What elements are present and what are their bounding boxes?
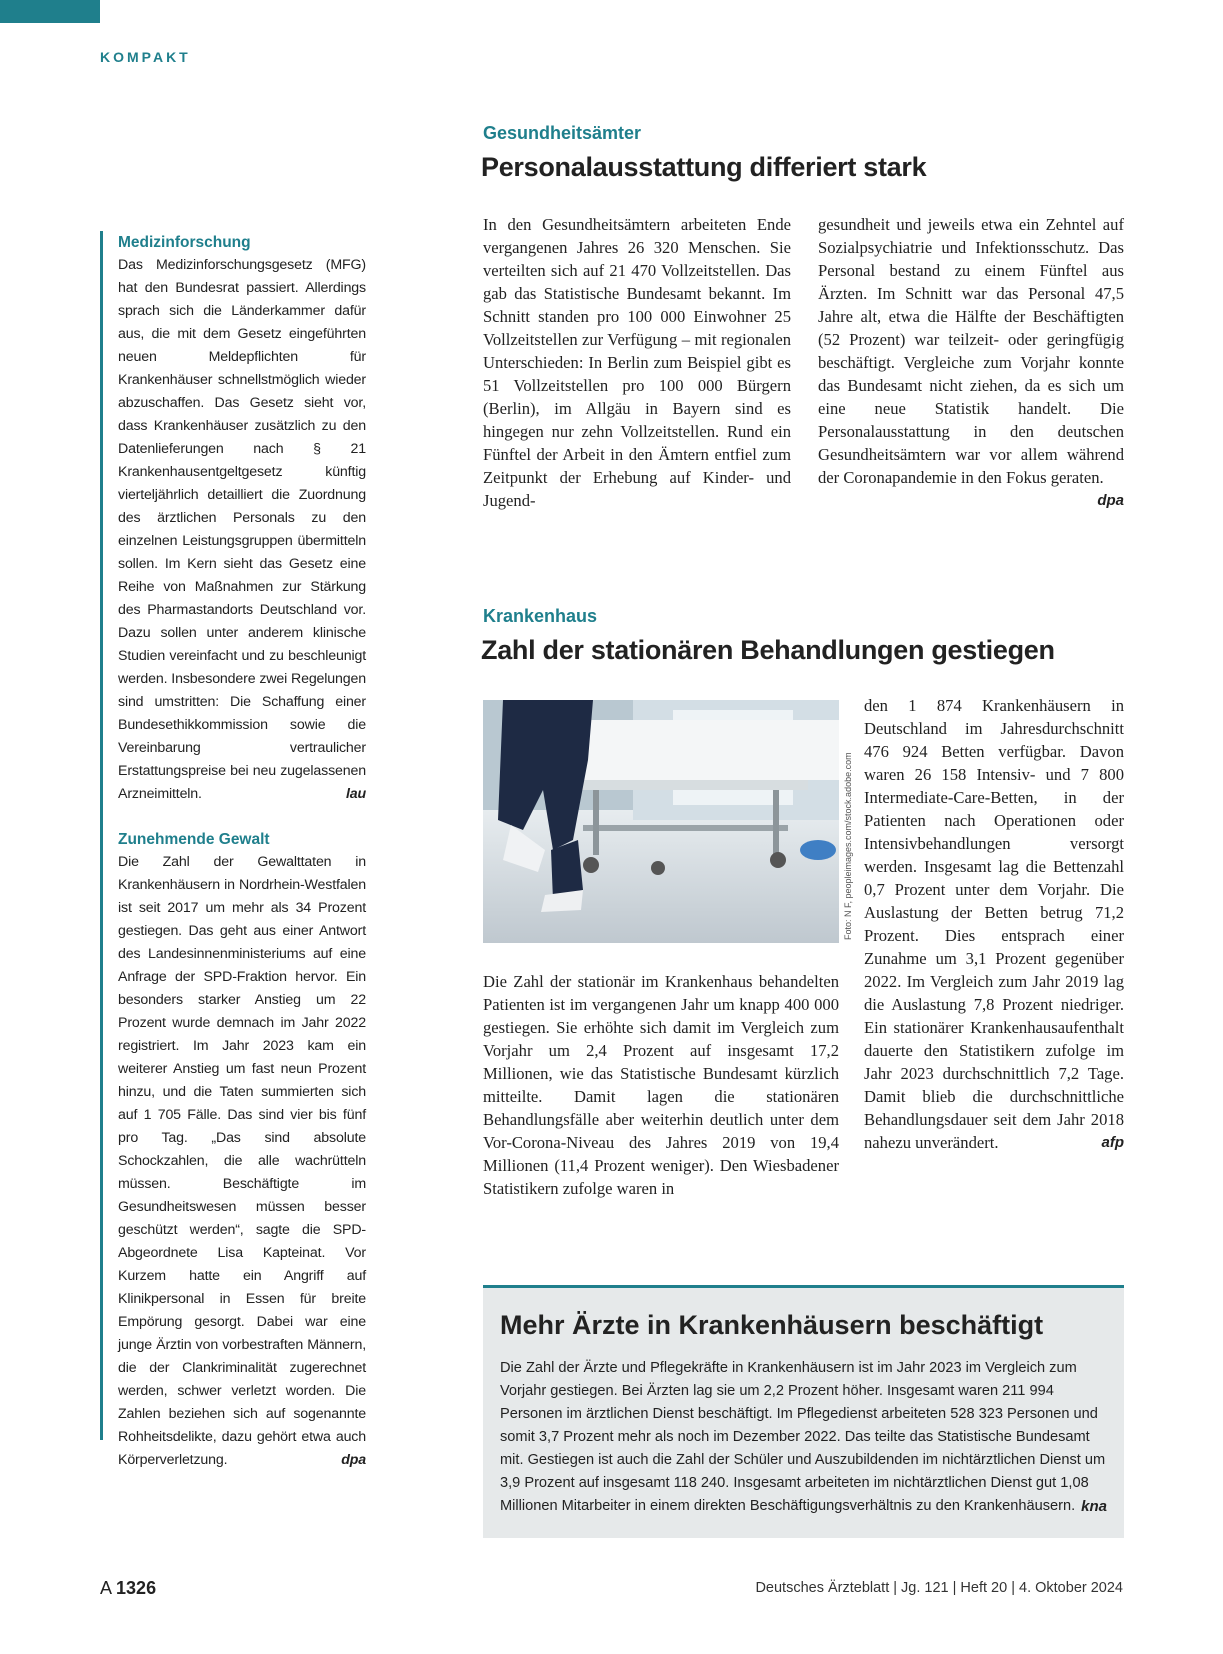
info-box-text: Die Zahl der Ärzte und Pflegekräfte in Krankenhäusern ist im Jahr 2023 im Vergleich zum Vorjahr gestiegen. Bei Ärzten lag sie um 2,2 Prozent höher. Insgesamt waren 211 994 Personen im ärztlichen Dienst beschäftigt. Im Pflegedienst arbeiteten 528 323 Personen und somit 3,7 Prozent mehr als noch im Dezember 2022. Das teilte das Statistische Bundesamt mit. Gestiegen ist auch die Zahl der Schüler und Auszubildenden im nichtärztlichen Dienst um 3,9 Prozent auf insgesamt 118 240. Insgesamt arbeiteten im nichtärztlichen Dienst gut 1,08 Millionen Mitarbeiter in einem direkten Beschäftigungsverhältnis zu den Krankenhäusern. kna xyxy=(500,1357,1107,1518)
author-signature: kna xyxy=(1081,1498,1107,1515)
top-accent-bar xyxy=(0,0,100,23)
info-box-title: Mehr Ärzte in Krankenhäusern beschäftigt xyxy=(500,1310,1044,1340)
author-signature: afp xyxy=(1101,1134,1124,1151)
author-signature: dpa xyxy=(341,1452,366,1468)
photo-illustration xyxy=(483,700,839,943)
page-number: A 1326 xyxy=(100,1578,157,1598)
sidebar-heading: Zunehmende Gewalt xyxy=(118,831,270,848)
journal-citation: Deutsches Ärzteblatt | Jg. 121 | Heft 20 | 4. Oktober 2024 xyxy=(755,1580,1123,1596)
sidebar-text: Die Zahl der Gewalttaten in Krankenhäusern in Nordrhein-Westfalen ist seit 2017 um mehr als 34 Prozent gestiegen. Das geht aus einer Antwort des Landesinnenministeriums auf eine Anfrage der SPD-Fraktion hervor. Ein besonders starker Anstieg um 22 Prozent wurde demnach im Jahr 2022 registriert. Im Jahr 2023 kam ein weiterer Anstieg um fast neun Prozent hinzu, und die Taten summierten sich auf 1 705 Fälle. Das sind vier bis fünf pro Tag. „Das sind absolute Schockzahlen, die alle wachrütteln müssen. Beschäftigte im Gesundheitswesen müssen besser geschützt werden“, sagte die SPD-Abgeordnete Lisa Kapteinat. Vor Kurzem hatte ein Angriff auf Klinikpersonal in Essen für breite Empörung gesorgt. Dabei war eine junge Ärztin von vorbestraften Männern, die der Clankriminalität zugerechnet werden, schwer verletzt worden. Die Zahlen beziehen sich auf sogenannte Rohheitsdelikte, dazu gehört etwa auch Körperverletzung. dpa xyxy=(118,851,366,1472)
article1-kicker: Gesundheitsämter xyxy=(483,123,642,143)
article2-column-2: den 1 874 Krankenhäusern in Deutschland im Jahresdurchschnitt 476 924 Betten verfügbar. Davon waren 26 158 Intensiv- und 7 800 Intermediate-Care-Betten, in der Patienten nach Operationen oder Intensivbehandlungen versorgt werden. Insgesamt lag die Bettenzahl 0,7 Prozent unter dem Vorjahr. Die Auslastung der Betten betrug 71,2 Prozent. Dies entsprach einer Zunahme um 3,1 Prozent gegenüber 2022. Im Vergleich zum Jahr 2019 lag die Auslastung 7,8 Prozent niedriger. Ein stationärer Krankenhausaufenthalt dauerte den Statistikern zufolge im Jahr 2023 durchschnittlich 7,2 Tage. Damit blieb die durchschnittliche Behandlungsdauer seit dem Jahr 2018 nahezu unverändert. afp xyxy=(864,696,1124,1152)
info-box xyxy=(483,1285,1124,1538)
author-signature: lau xyxy=(345,786,366,802)
article2-kicker: Krankenhaus xyxy=(483,606,598,626)
article2-headline: Zahl der stationären Behandlungen gestiegen xyxy=(481,635,1055,665)
hospital-corridor-photo xyxy=(483,700,839,943)
sidebar-heading: Medizinforschung xyxy=(118,234,251,251)
sidebar-item-medizinforschung xyxy=(118,231,366,806)
sidebar-text: Das Medizinforschungsgesetz (MFG) hat den Bundesrat passiert. Allerdings sprach sich die Länderkammer dafür aus, die mit dem Gesetz eingeführten neuen Meldepflichten für Krankenhäuser schnellstmöglich wieder abzuschaffen. Das Gesetz sieht vor, dass Krankenhäuser zusätzlich zu den Datenlieferungen nach § 21 Krankenhausentgeltgesetz künftig vierteljährlich detailliert die Zuordnung des ärztlichen Personals zu den einzelnen Leistungsgruppen übermitteln sollen. Im Kern sieht das Gesetz eine Reihe von Maßnahmen zur Stärkung des Pharmastandorts Deutschland vor. Dazu sollen unter anderem klinische Studien vereinfacht und zu beschleunigt werden. Insbesondere zwei Regelungen sind umstritten: Die Schaffung einer Bundesethikkommission sowie die Vereinbarung vertraulicher Erstattungspreise bei neu zugelassenen Arzneimitteln. lau xyxy=(118,254,366,806)
article1-headline: Personalausstattung differiert stark xyxy=(481,152,927,182)
sidebar-item-gewalt xyxy=(118,828,366,1472)
author-signature: dpa xyxy=(1097,492,1124,509)
section-label: KOMPAKT xyxy=(100,49,191,65)
article2-column-1: Die Zahl der stationär im Krankenhaus behandelten Patienten ist im vergangenen Jahr um knapp 400 000 gestiegen. Sie erhöhte sich damit im Vergleich zum Vorjahr um 2,4 Prozent auf insgesamt 17,2 Millionen, wie das Statistische Bundesamt kürzlich mitteilte. Damit lagen die stationären Behandlungsfälle aber weiterhin deutlich unter dem Vor-Corona-Niveau des Jahres 2019 von 19,4 Millionen (11,4 Prozent weniger). Den Wiesbadener Statistikern zufolge waren in xyxy=(483,972,839,1198)
article1-column-1: In den Gesundheitsämtern arbeiteten Ende vergangenen Jahres 26 320 Menschen. Sie verteilten sich auf 21 470 Vollzeitstellen. Das gab das Statistische Bundesamt bekannt. Im Schnitt standen pro 100 000 Einwohner 25 Vollzeitstellen zur Verfügung – mit regionalen Unterschieden: In Berlin zum Beispiel gibt es 51 Vollzeitstellen pro 100 000 Bürgern (Berlin), im Allgäu in Bayern sind es hingegen nur zehn Vollzeitstellen. Rund ein Fünftel der Arbeit in den Ämtern entfiel zum Zeitpunkt der Erhebung auf Kinder- und Jugend- xyxy=(483,215,791,510)
sidebar xyxy=(100,231,366,1468)
photo-credit: Foto: N F, peopleimages.com/stock.adobe.com xyxy=(843,752,853,940)
article1-column-2: gesundheit und jeweils etwa ein Zehntel auf Sozialpsychiatrie und Infektionsschutz. Das Personal bestand zu einem Fünftel aus Ärzten. Im Schnitt war das Personal 47,5 Jahre alt, etwa die Hälfte der Beschäftigten (52 Prozent) war teilzeit- oder geringfügig beschäftigt. Vergleiche zum Vorjahr konnte das Bundesamt nicht ziehen, da es sich um eine neue Statistik handelt. Die Personalausstattung in den deutschen Gesundheitsämtern war vor allem während der Coronapandemie in den Fokus geraten. dpa xyxy=(818,213,1124,512)
